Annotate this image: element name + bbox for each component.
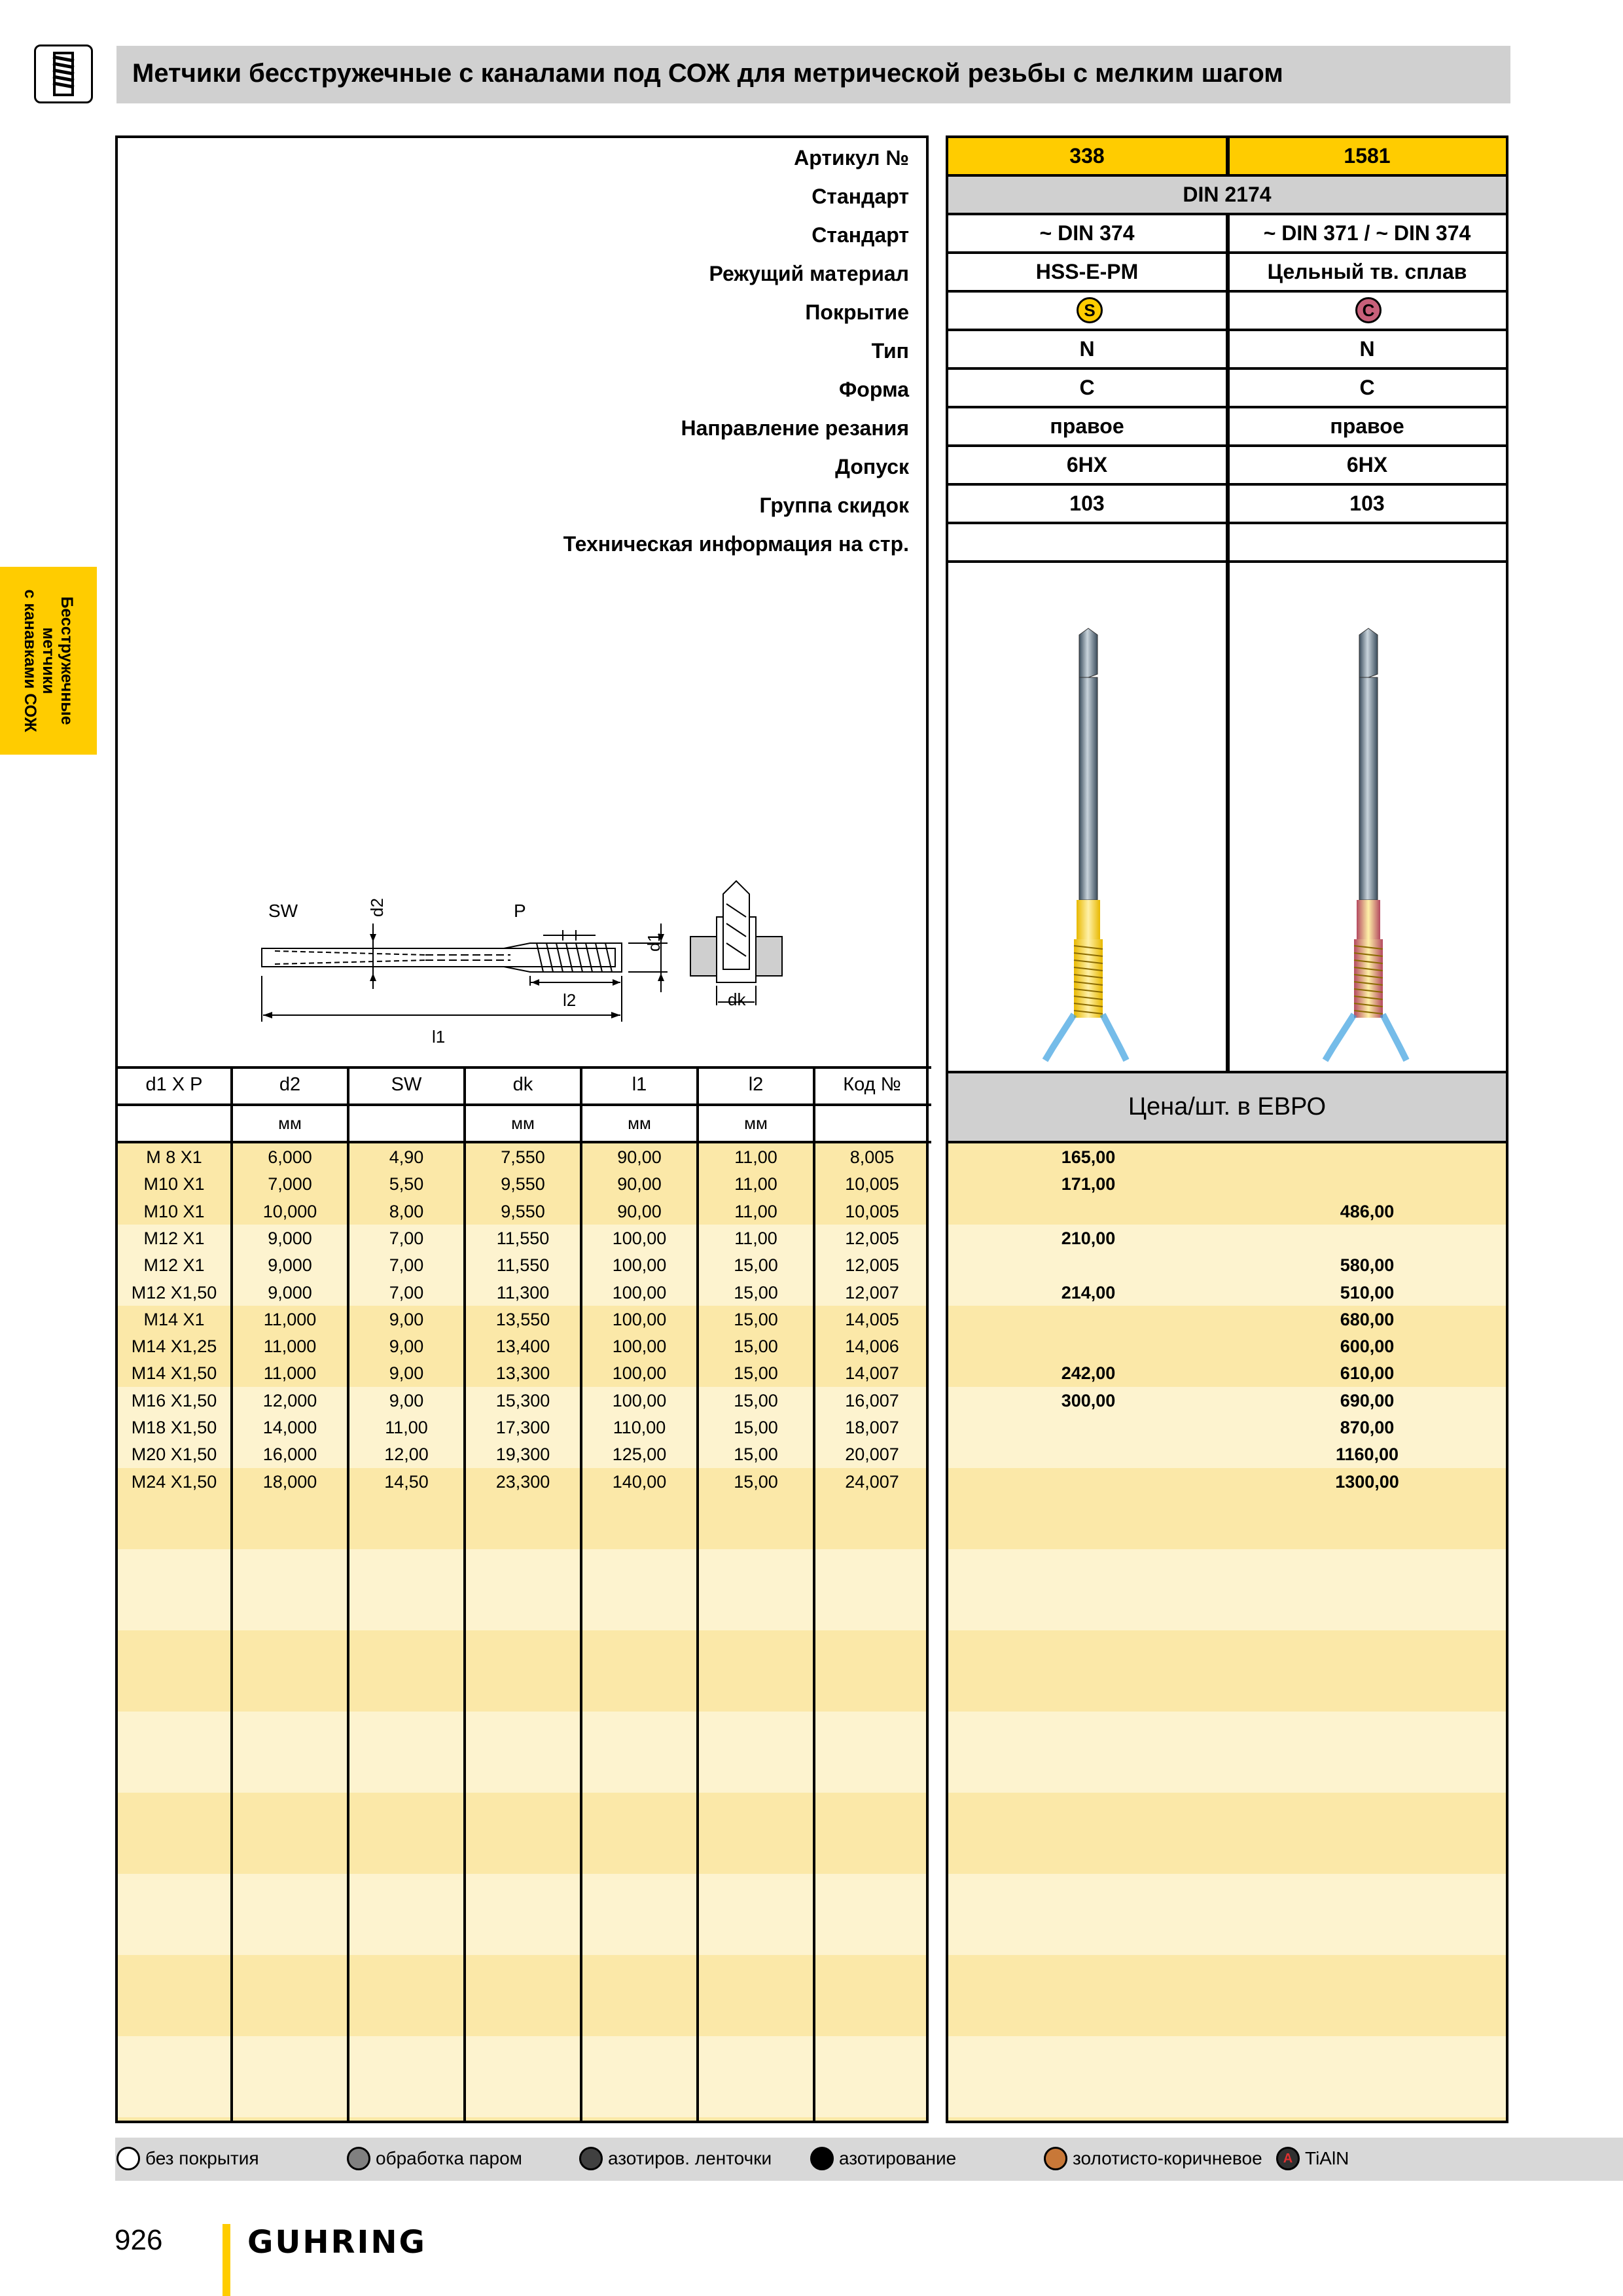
table-cell: 13,400: [495, 1336, 550, 1357]
table-cell: 14,007: [845, 1363, 899, 1384]
article-spec-cell: [1228, 524, 1506, 563]
column-divider: [463, 1066, 466, 2123]
article-spec-cell-form: C: [948, 370, 1228, 408]
article-spec-cell-tolerance: 6HX: [948, 447, 1228, 486]
shared-standard: DIN 2174: [948, 177, 1506, 215]
table-cell: 11,00: [734, 1174, 777, 1194]
table-cell: 90,00: [617, 1201, 662, 1221]
row-stripe: [948, 2036, 1506, 2117]
legend-label: обработка паром: [376, 2148, 522, 2168]
table-cell: 15,00: [734, 1363, 778, 1384]
table-cell: 13,550: [495, 1309, 550, 1329]
table-cell: 15,00: [734, 1471, 778, 1492]
col-header-sw: SW: [391, 1074, 422, 1095]
table-cell: 10,005: [845, 1201, 899, 1221]
row-stripe: [118, 1955, 926, 2036]
price-1581: 610,00: [1340, 1363, 1395, 1384]
col-header-code: Код №: [843, 1074, 901, 1095]
legend-item: [1276, 2147, 1349, 2170]
coating-dot-icon: [579, 2147, 603, 2170]
drawing-label-dk: dk: [728, 990, 746, 1009]
article-spec-cell: [948, 524, 1228, 563]
legend-item: [347, 2147, 522, 2170]
spec-label-discount-group: Группа скидок: [759, 493, 909, 517]
table-cell: 9,00: [389, 1309, 424, 1329]
table-cell: 9,000: [268, 1255, 312, 1276]
spec-label-type: Тип: [871, 339, 909, 363]
article-number-338[interactable]: 338: [948, 138, 1228, 177]
coating-dot-icon: [347, 2147, 370, 2170]
row-stripe: [118, 1712, 926, 1793]
articles-panel: [946, 135, 1508, 2123]
coating-dot-icon: [810, 2147, 834, 2170]
unit-l2: мм: [744, 1113, 768, 1133]
row-stripe: [948, 1793, 1506, 1874]
coating-badge-icon: S: [1077, 297, 1103, 323]
price-338: 242,00: [1061, 1363, 1116, 1384]
column-divider: [1227, 215, 1230, 1073]
column-divider: [1227, 138, 1230, 177]
article-spec-cell-direction: правое: [948, 408, 1228, 447]
table-cell: M18 X1,50: [131, 1418, 217, 1437]
table-cell: 23,300: [495, 1471, 550, 1492]
table-cell: 14,50: [384, 1471, 429, 1492]
price-1581: 600,00: [1340, 1336, 1395, 1357]
table-cell: 14,006: [845, 1336, 899, 1357]
table-cell: 11,000: [263, 1309, 317, 1329]
table-cell: 14,005: [845, 1309, 899, 1329]
spec-label-direction: Направление резания: [681, 416, 909, 440]
table-cell: 15,00: [734, 1282, 778, 1302]
price-338: 171,00: [1061, 1174, 1116, 1194]
table-cell: 9,000: [268, 1228, 312, 1248]
table-cell: 16,007: [845, 1390, 899, 1410]
coating-dot-icon: A: [1276, 2147, 1300, 2170]
column-divider: [813, 1066, 815, 2123]
page-number: 926: [115, 2224, 163, 2256]
table-cell: 9,00: [389, 1363, 424, 1384]
price-1581: 870,00: [1340, 1418, 1395, 1437]
column-divider: [230, 1066, 233, 2123]
article-number-1581[interactable]: 1581: [1228, 138, 1506, 177]
tool-image-1581: [1228, 563, 1506, 1073]
price-1581: 580,00: [1340, 1255, 1395, 1276]
table-cell: 19,300: [495, 1444, 550, 1465]
price-338: 210,00: [1061, 1228, 1116, 1248]
table-cell: 12,000: [262, 1390, 317, 1410]
table-cell: 12,00: [384, 1444, 429, 1465]
table-cell: 140,00: [612, 1471, 667, 1492]
table-cell: 24,007: [845, 1471, 899, 1492]
row-stripe: [948, 1549, 1506, 1630]
table-cell: 110,00: [613, 1418, 666, 1437]
price-1581: 1300,00: [1335, 1471, 1399, 1492]
col-header-l2: l2: [748, 1074, 764, 1095]
table-cell: 11,00: [385, 1418, 428, 1437]
table-cell: 7,00: [389, 1282, 424, 1302]
coating-dot-icon: [116, 2147, 140, 2170]
table-cell: M16 X1,50: [131, 1390, 217, 1410]
table-cell: 13,300: [495, 1363, 550, 1384]
table-cell: 15,00: [734, 1309, 778, 1329]
legend-item: [116, 2147, 259, 2170]
col-header-l1: l1: [632, 1074, 647, 1095]
article-spec-cell-standard2: ~ DIN 374: [948, 215, 1228, 254]
tap-tool-icon: [948, 563, 1226, 1073]
table-cell: 125,00: [612, 1444, 667, 1465]
legend-item: [1044, 2147, 1262, 2170]
table-cell: 9,550: [501, 1174, 545, 1194]
side-tab-line: метчики: [39, 627, 58, 694]
table-cell: 100,00: [612, 1363, 667, 1384]
side-tab-label: [0, 567, 97, 755]
col-header-thread: d1 X P: [145, 1074, 203, 1095]
table-cell: 11,550: [496, 1255, 550, 1276]
table-cell: M24 X1,50: [131, 1471, 217, 1492]
row-stripe: [948, 2117, 1506, 2121]
table-cell: 8,005: [849, 1147, 895, 1167]
row-stripe: [118, 1549, 926, 1630]
table-cell: 7,550: [501, 1147, 545, 1167]
table-cell: 11,00: [734, 1201, 777, 1221]
drawing-label-d2: d2: [367, 898, 387, 917]
table-cell: 7,00: [389, 1228, 424, 1248]
table-cell: 11,300: [496, 1282, 550, 1302]
table-header-divider: [118, 1103, 931, 1106]
table-cell: 15,00: [734, 1390, 778, 1410]
table-cell: M12 X1: [143, 1228, 205, 1248]
spec-label-tech-info: Техническая информация на стр.: [563, 532, 909, 556]
spec-label-material: Режущий материал: [709, 262, 909, 285]
title-bar: [116, 46, 1510, 103]
legend-label: азотиров. ленточки: [608, 2148, 772, 2168]
table-cell: 15,00: [734, 1418, 778, 1437]
article-spec-cell-standard2: ~ DIN 371 / ~ DIN 374: [1228, 215, 1506, 254]
table-cell: 100,00: [612, 1336, 667, 1357]
table-cell: 100,00: [612, 1255, 667, 1276]
legend-label: TiAlN: [1305, 2148, 1349, 2168]
legend-item: [579, 2147, 772, 2170]
table-cell: M14 X1,25: [131, 1336, 217, 1357]
table-top-border: [118, 1066, 931, 1069]
side-tab-line: Бесстружечные: [58, 596, 76, 725]
legend-label: без покрытия: [145, 2148, 259, 2168]
row-stripe: [948, 1874, 1506, 1955]
row-stripe: [118, 2117, 926, 2121]
row-stripe: [948, 1630, 1506, 1712]
row-stripe: [118, 1793, 926, 1874]
table-cell: M10 X1: [143, 1174, 205, 1194]
spec-label-standard-2: Стандарт: [812, 223, 909, 247]
article-spec-cell-discount-group: 103: [948, 486, 1228, 524]
column-divider: [580, 1066, 582, 2123]
specs-and-dimensions-panel: [115, 135, 929, 2123]
table-cell: 9,00: [389, 1390, 424, 1410]
table-cell: 100,00: [612, 1309, 667, 1329]
table-cell: 11,00: [734, 1228, 777, 1248]
brand-logo: GUHRING: [247, 2224, 427, 2261]
table-cell: 4,90: [389, 1147, 424, 1167]
unit-l1: мм: [628, 1113, 651, 1133]
side-section-tab[interactable]: [0, 567, 97, 755]
table-cell: 18,007: [845, 1418, 899, 1437]
price-338: 214,00: [1061, 1282, 1116, 1302]
table-cell: M20 X1,50: [131, 1444, 217, 1465]
table-cell: 15,00: [734, 1336, 778, 1357]
table-cell: 90,00: [617, 1147, 662, 1167]
table-cell: 7,000: [268, 1174, 312, 1194]
price-1581: 486,00: [1340, 1201, 1395, 1221]
spec-label-article: Артикул №: [794, 146, 909, 170]
col-header-dk: dk: [512, 1074, 533, 1095]
article-spec-cell-type: N: [948, 331, 1228, 370]
table-cell: 11,000: [263, 1363, 317, 1384]
table-cell: M 8 X1: [146, 1147, 202, 1167]
table-cell: M14 X1,50: [131, 1363, 217, 1384]
legend-label: азотирование: [839, 2148, 957, 2168]
row-stripe: [118, 2036, 926, 2117]
table-cell: 90,00: [617, 1174, 662, 1194]
tap-tool-icon: [1228, 563, 1506, 1073]
drawing-label-d1: d1: [644, 933, 664, 952]
table-cell: 15,00: [734, 1444, 778, 1465]
table-cell: 100,00: [612, 1282, 667, 1302]
article-spec-cell-direction: правое: [1228, 408, 1506, 447]
side-tab-line: с канавками СОЖ: [21, 589, 39, 732]
table-cell: 100,00: [612, 1228, 667, 1248]
price-338: 165,00: [1061, 1147, 1116, 1167]
tap-logo-icon: [34, 45, 93, 103]
footer-accent-bar: [223, 2224, 230, 2296]
row-stripe: [948, 1955, 1506, 2036]
table-cell: 6,000: [268, 1147, 312, 1167]
table-cell: 12,007: [845, 1282, 899, 1302]
table-cell: 18,000: [262, 1471, 317, 1492]
drawing-label-l1: l1: [432, 1027, 446, 1047]
price-header: Цена/шт. в ЕВРО: [948, 1073, 1506, 1141]
legend-label: золотисто-коричневое: [1073, 2148, 1262, 2168]
table-cell: 9,550: [501, 1201, 545, 1221]
article-spec-cell-material: Цельный тв. сплав: [1228, 254, 1506, 293]
unit-d2: мм: [278, 1113, 302, 1133]
row-stripe: [948, 1712, 1506, 1793]
table-cell: 9,00: [389, 1336, 424, 1357]
table-cell: M12 X1: [143, 1255, 205, 1276]
article-spec-cell-material: HSS-E-PM: [948, 254, 1228, 293]
coating-badge-icon: C: [1355, 297, 1382, 323]
article-spec-cell-form: C: [1228, 370, 1506, 408]
table-cell: 11,550: [496, 1228, 550, 1248]
article-spec-cell-discount-group: 103: [1228, 486, 1506, 524]
table-cell: 20,007: [845, 1444, 899, 1465]
article-spec-cell-type: N: [1228, 331, 1506, 370]
spec-label-tolerance: Допуск: [835, 455, 909, 478]
spec-label-coating: Покрытие: [805, 300, 909, 324]
table-cell: 16,000: [262, 1444, 317, 1465]
col-header-d2: d2: [279, 1074, 301, 1095]
table-cell: 14,000: [262, 1418, 317, 1437]
table-cell: 17,300: [495, 1418, 550, 1437]
article-spec-cell-tolerance: 6HX: [1228, 447, 1506, 486]
coating-dot-icon: [1044, 2147, 1067, 2170]
table-cell: 5,50: [389, 1174, 424, 1194]
table-cell: 11,00: [734, 1147, 777, 1167]
table-cell: 15,300: [495, 1390, 550, 1410]
table-cell: 10,005: [845, 1174, 899, 1194]
table-cell: 100,00: [612, 1390, 667, 1410]
row-stripe: [118, 1874, 926, 1955]
price-1581: 690,00: [1340, 1390, 1395, 1410]
price-338: 300,00: [1061, 1390, 1116, 1410]
table-cell: 8,00: [389, 1201, 424, 1221]
spec-label-standard: Стандарт: [812, 185, 909, 208]
spec-label-form: Форма: [838, 378, 909, 401]
page-title: Метчики бесстружечные с каналами под СОЖ для метрической резьбы с мелким шагом: [132, 59, 1283, 88]
price-1581: 680,00: [1340, 1309, 1395, 1329]
legend-item: [810, 2147, 956, 2170]
price-1581: 510,00: [1340, 1282, 1395, 1302]
row-stripe: [118, 1630, 926, 1712]
unit-dk: мм: [511, 1113, 535, 1133]
column-divider: [347, 1066, 349, 2123]
table-cell: 11,000: [263, 1336, 317, 1357]
table-cell: 10,000: [262, 1201, 317, 1221]
table-cell: M14 X1: [143, 1309, 205, 1329]
table-cell: 12,005: [845, 1255, 899, 1276]
table-cell: 9,000: [268, 1282, 312, 1302]
table-cell: 15,00: [734, 1255, 778, 1276]
drawing-label-sw: SW: [268, 901, 298, 921]
table-cell: 12,005: [845, 1228, 899, 1248]
column-divider: [696, 1066, 699, 2123]
table-cell: M10 X1: [143, 1201, 205, 1221]
table-cell: 7,00: [389, 1255, 424, 1276]
drawing-label-p: P: [514, 901, 526, 921]
price-1581: 1160,00: [1335, 1444, 1399, 1465]
table-cell: M12 X1,50: [131, 1282, 217, 1302]
drawing-label-l2: l2: [563, 990, 577, 1010]
tool-image-338: [948, 563, 1228, 1073]
